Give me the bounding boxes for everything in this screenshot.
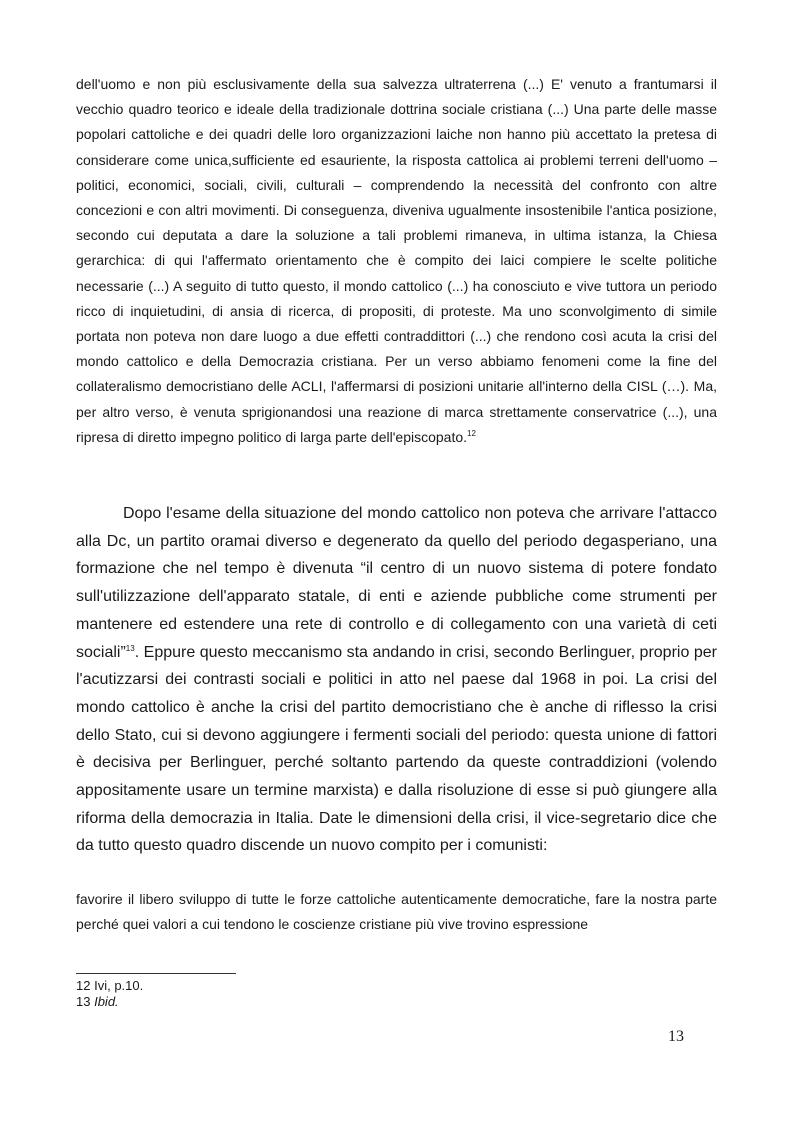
footnote-12 [76,978,143,994]
footnote-text: Ivi, p.10. [94,978,144,993]
body-paragraph [76,500,717,860]
body-paragraph-text-end: . Eppure questo meccanismo sta andando in crisi, secondo Berlinguer, proprio per l'acutizzarsi dei contrasti sociali e politici in atto nel paese dal 1968 in poi. La crisi del mondo cattolico è anche la crisi del partito democristiano che è anche di riflesso la crisi dello Stato, cui si devono aggiungere i fermenti sociali del periodo: questa unione di fattori è decisiva per Berlinguer, perché soltanto partendo da queste contraddizioni (volendo appositamente usare un termine marxista) e dalla risoluzione di esse si può giungere alla riforma della democrazia in Italia. Date le dimensioni della crisi, il vice-segretario dice che da tutto questo quadro discende un nuovo compito per i comunisti: [76,643,717,855]
footnote-number: 12 [76,978,91,993]
page-number: 13 [668,1028,684,1045]
footnotes [76,978,143,1010]
footnote-text: Ibid. [94,994,119,1009]
body-paragraph-text-start: Dopo l'esame della situazione del mondo cattolico non poteva che arrivare l'attacco alla Dc, un partito oramai diverso e degenerato da quello del periodo degasperiano, una formazione che nel tempo è divenuta “il centro di un nuovo sistema di potere fondato sull'utilizzazione dell'apparato statale, di enti e aziende pubbliche come strumenti per mantenere ed estendere una rete di controllo e di collegamento con una varietà di ceti sociali” [76,505,717,661]
footnote-13 [76,994,143,1010]
block-quote-bottom-text: favorire il libero sviluppo di tutte le forze cattoliche autenticamente democratiche, fare la nostra parte perché quei valori a cui tendono le coscienze cristiane più vive trovino espressione [76,891,717,933]
footnote-number: 13 [76,994,91,1009]
footnote-ref-12: 12 [467,428,476,438]
footnote-ref-13: 13 [125,643,135,653]
block-quote-bottom [76,887,717,937]
block-quote-top [76,72,717,450]
footnote-separator [76,973,236,974]
block-quote-top-text: dell'uomo e non più esclusivamente della sua salvezza ultraterrena (...) E' venuto a frantumarsi il vecchio quadro teorico e ideale della tradizionale dottrina sociale cristiana (...) Una parte delle masse popolari cattoliche e dei quadri delle loro organizzazioni laiche non hanno più accettato la pretesa di considerare come unica,sufficiente ed esauriente, la risposta cattolica ai problemi terreni dell'uomo – politici, economici, sociali, civili, culturali – comprendendo la necessità del confronto con altre concezioni e con altri movimenti. Di conseguenza, diveniva ugualmente insostenibile l'antica posizione, secondo cui deputata a dare la soluzione a tali problemi rimaneva, in ultima istanza, la Chiesa gerarchica: di qui l'affermato orientamento che è compito dei laici compiere le scelte politiche necessarie (...) A seguito di tutto questo, il mondo cattolico (...) ha conosciuto e vive tuttora un periodo ricco di inquietudini, di ansia di ricerca, di propositi, di proteste. Ma uno sconvolgimento di simile portata non poteva non dare luogo a due effetti contraddittori (...) che rendono così acuta la crisi del mondo cattolico e della Democrazia cristiana. Per un verso abbiamo fenomeni come la fine del collateralismo democristiano delle ACLI, l'affermarsi di posizioni unitarie all'interno della CISL (…). Ma, per altro verso, è venuta sprigionandosi una reazione di marca strettamente conservatrice (...), una ripresa di diretto impegno politico di larga parte dell'episcopato. [76,76,717,445]
